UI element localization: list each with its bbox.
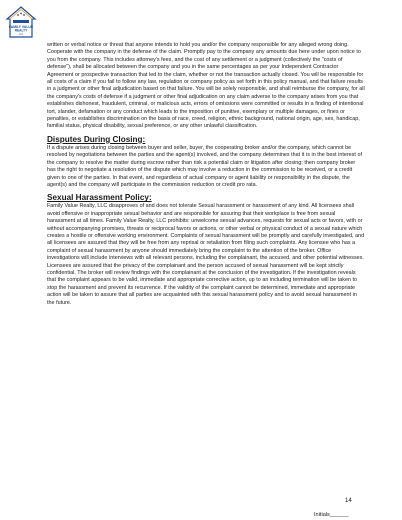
document-body bbox=[47, 42, 365, 307]
page-number: 14 bbox=[345, 498, 352, 504]
logo-text-line3: LLC bbox=[18, 32, 24, 36]
intro-paragraph: written or verbal notice or threat that anyone intends to hold you and/or the company responsible for any alleged wrong doing. Cooperate with the company in the defense of the claim. Promptly pay to the company any amounts due here under upon notice to you from the company. This includes attorney's fees, and the cost of any settlement or a judgment (collectively the "costs of defense"), shall be allocated between the company and you in the same percentages as per your Independent Contractor Agreement or prospective transaction that led to the claim, whether or not the transaction actually closed. You will be responsible for all costs of a claim if you fail to follow any law, regulation or company policy as set forth in this policy manual, and that failure results in a judgment or other final adjudication based on that failure. You will be solely responsible, and shall reimburse the company, for all the company's costs of defense if a judgment or other final adjudication on any claim adverse to the company arises from you that establishes dishonest, fraudulent, criminal, or malicious acts, errors of omissions were committed or results in a finding of intentional tort, slander, defamation or any conduct which leads to the imposition of punitive, exemplary or multiple damages, or fines or penalties, or establishes discrimination on the basis of race, creed, religion, ethnic background, national origin, age, sex, handicap, familial status, physical disability, sexual preference, or any other unlawful classification. bbox=[47, 42, 365, 130]
harassment-heading: Sexual Harassment Policy: bbox=[47, 193, 152, 203]
disputes-paragraph: If a dispute arises during closing between buyer and seller, buyer, the cooperating broker and/or the company, which cannot be resolved by negotiations between the parties and the agent(s) involved, and the company determines that it is in the best interest of the company to resolve the matter during escrow rather than risk a potential claim or litigation after closing; then company broker has the right to negotiate a resolution of the dispute which may involve a reduction in the commission to be received, or a credit given to one of the parties. In that event, and regardless of actual company or agent liability or responsibility in the dispute, the agent(s) and the company will participate in the commission reduction or credit pro rata. bbox=[47, 144, 362, 188]
house-logo-icon bbox=[5, 5, 37, 39]
initials-line: Initials______ bbox=[314, 512, 349, 518]
company-logo bbox=[5, 5, 37, 39]
harassment-paragraph: Family Value Realty, LLC disapproves of and does not tolerate Sexual harassment or harassment of any kind. All licensees shall avoid offensive or inappropriate sexual behavior and are responsible for assuring that their workplace is free from sexual harassment at all times. Family Value Realty, LLC prohibits: unwelcome sexual advances, requests for sexual acts or favors, with or without accompanying promises, threats or reciprocal favors or actions, or other verbal or physical conduct of a sexual nature which creates a hostile or offensive working environment. Complaints of sexual harassment will be promptly and carefully investigated, and all licensees are assured that they will be free from any reprisal or retaliation from filing such complaints. Any licensee who has a complaint of sexual harassment by anyone should immediately bring the complaint to the attention of the broker. Office investigations will include interviews with all relevant persons, including the complainant, the accused, and other potential witnesses. Licensees are assured that the privacy of the complainant and the person accused of sexual harassment will be kept strictly confidential. The broker will review findings with the complainant at the conclusion of the investigation. If the investigation reveals that the complaint appears to be valid, immediate and appropriate corrective action, up to an including termination will be taken to stop the harassment and prevent its recurrence. If the validity of the complaint cannot be determined, immediate and appropriate action will be taken to assure that all parties are acquainted with this sexual harassment policy and to avoid sexual harassment in the future. bbox=[47, 203, 365, 306]
logo-text-line1: FAMILY VALUE bbox=[8, 25, 34, 29]
disputes-heading: Disputes During Closing: bbox=[47, 134, 146, 144]
logo-text-line2: REALTY bbox=[14, 28, 28, 33]
